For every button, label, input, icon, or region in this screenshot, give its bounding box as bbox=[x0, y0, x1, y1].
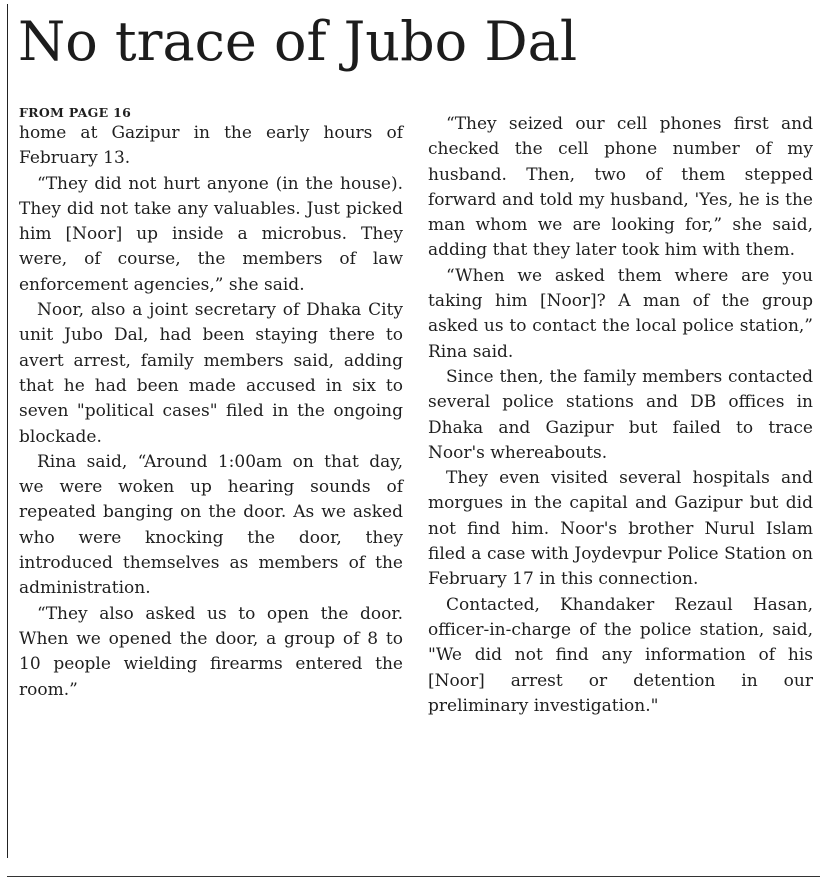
right-column bbox=[428, 112, 813, 719]
paragraph: Since then, the family members contacted several police stations and DB offices in Dhaka and Gazipur but failed to trace Noor's whereabouts. bbox=[428, 366, 813, 463]
jump-line: FROM PAGE 16 bbox=[19, 105, 132, 120]
paragraph: “They seized our cell phones first and checked the cell phone number of my husband. Then, two of them stepped forward and told my husband, 'Yes, he is the man whom we are looking for,” she said, adding that they later took him with them. bbox=[428, 114, 813, 261]
paragraph: Noor, also a joint secretary of Dhaka City unit Jubo Dal, had been staying there to avert arrest, family members said, adding that he had been made accused in six to seven "political cases" filed in the ongoing blockade. bbox=[19, 300, 403, 447]
headline: No trace of Jubo Dal bbox=[18, 10, 578, 73]
bottom-rule bbox=[7, 876, 820, 877]
paragraph: “When we asked them where are you taking him [Noor]? A man of the group asked us to contact the local police station,” Rina said. bbox=[428, 265, 813, 362]
left-column bbox=[19, 104, 403, 703]
paragraph: They even visited several hospitals and morgues in the capital and Gazipur but did not find him. Noor's brother Nurul Islam filed a case with Joydevpur Police Station on February 17 in this connection. bbox=[428, 468, 813, 590]
paragraph: Contacted, Khandaker Rezaul Hasan, officer-in-charge of the police station, said, "We did not find any information of his [Noor] arrest or detention in our preliminary investigation." bbox=[428, 594, 813, 716]
paragraph: “They also asked us to open the door. When we opened the door, a group of 8 to 10 people wielding firearms entered the room.” bbox=[19, 603, 403, 700]
paragraph: “They did not hurt anyone (in the house). They did not take any valuables. Just picked him [Noor] up inside a microbus. They were, of course, the members of law enforcement agencies,” she said. bbox=[19, 173, 403, 295]
left-column-rule bbox=[7, 4, 8, 858]
paragraph: Rina said, “Around 1:00am on that day, we were woken up hearing sounds of repeated banging on the door. As we asked who were knocking the door, they introduced themselves as members of the administration. bbox=[19, 451, 403, 599]
paragraph: home at Gazipur in the early hours of February 13. bbox=[19, 123, 403, 169]
